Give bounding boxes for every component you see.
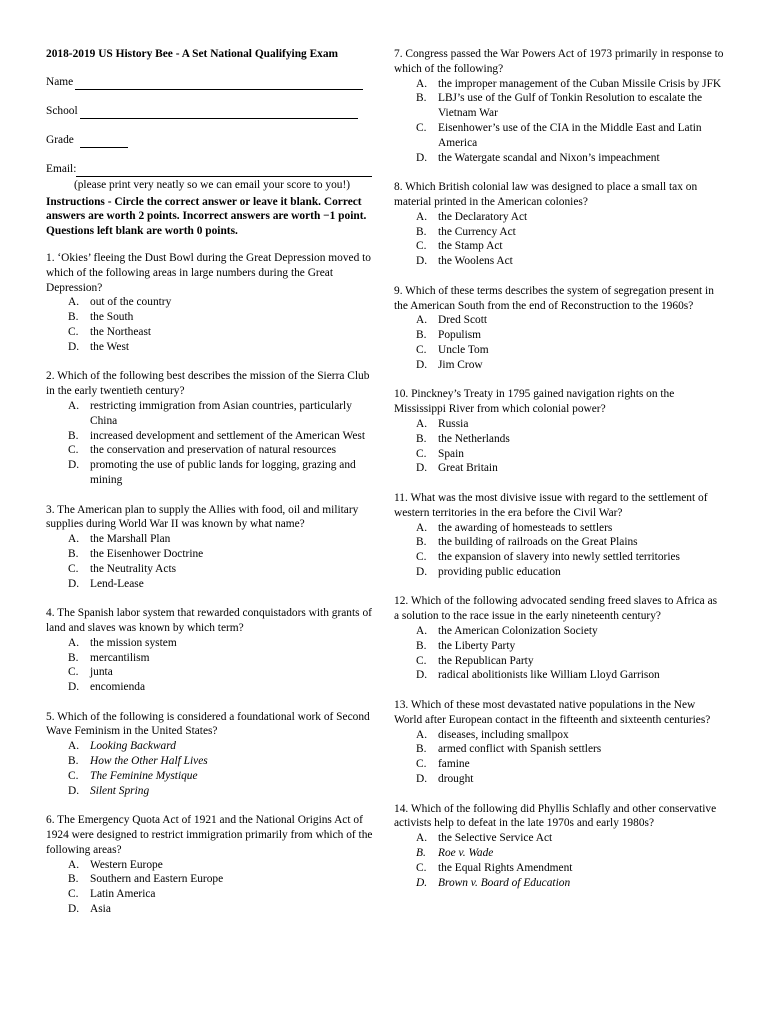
- answer-option[interactable]: [394, 91, 724, 121]
- email-note: (please print very neatly so we can email your score to you!): [73, 178, 351, 191]
- option-text: diseases, including smallpox: [438, 728, 569, 741]
- option-letter: C.: [416, 861, 427, 874]
- question-1: [46, 251, 378, 355]
- answer-option[interactable]: [46, 769, 378, 784]
- answer-option[interactable]: [394, 461, 724, 476]
- right-questions: [394, 47, 724, 890]
- option-text: the Currency Act: [438, 225, 516, 238]
- option-letter: C.: [416, 758, 427, 771]
- question-prompt: 1. ‘Okies’ fleeing the Dust Bowl during the Great Depression moved to which of the following areas in large numbers during the Great Depression?: [46, 251, 371, 294]
- answer-option[interactable]: [46, 458, 378, 488]
- option-letter: A.: [416, 210, 428, 223]
- answer-option[interactable]: [46, 636, 378, 651]
- option-text: Brown v. Board of Education: [438, 876, 571, 889]
- option-letter: C.: [68, 888, 79, 901]
- answer-option[interactable]: [394, 861, 724, 876]
- option-letter: A.: [68, 740, 80, 753]
- option-text: the Stamp Act: [438, 240, 503, 253]
- answer-option[interactable]: [46, 399, 378, 429]
- answer-option[interactable]: [394, 639, 724, 654]
- option-text: Jim Crow: [438, 358, 483, 371]
- exam-title: 2018-2019 US History Bee - A Set National Qualifying Exam: [46, 48, 339, 60]
- answer-option[interactable]: [46, 562, 378, 577]
- answer-option[interactable]: [394, 654, 724, 669]
- option-text: Latin America: [90, 888, 156, 901]
- option-text: LBJ’s use of the Gulf of Tonkin Resolution to escalate the Vietnam War: [438, 92, 703, 120]
- option-text: Looking Backward: [90, 740, 176, 753]
- question-10: [394, 387, 724, 476]
- option-text: Asia: [90, 903, 111, 916]
- answer-option[interactable]: [46, 340, 378, 355]
- option-letter: A.: [416, 77, 428, 90]
- option-letter: C.: [416, 343, 427, 356]
- option-letter: D.: [416, 876, 428, 889]
- option-letter: A.: [68, 636, 80, 649]
- option-text: the expansion of slavery into newly settled territories: [438, 551, 680, 564]
- answer-option[interactable]: [394, 121, 724, 151]
- answer-option[interactable]: [46, 784, 378, 799]
- option-text: the Watergate scandal and Nixon’s impeachment: [438, 151, 660, 164]
- option-text: promoting the use of public lands for logging, grazing and mining: [90, 459, 356, 486]
- option-letter: B.: [416, 432, 427, 445]
- answer-option[interactable]: [394, 432, 724, 447]
- school-field[interactable]: [46, 104, 378, 119]
- option-text: The Feminine Mystique: [90, 769, 198, 782]
- option-text: increased development and settlement of the American West: [90, 429, 365, 442]
- question-prompt: 11. What was the most divisive issue with regard to the settlement of western territories in the era before the Civil War?: [394, 491, 708, 519]
- option-text: radical abolitionists like William Lloyd Garrison: [438, 669, 660, 682]
- answer-option[interactable]: [394, 728, 724, 743]
- answer-option[interactable]: [394, 535, 724, 550]
- question-6: [46, 813, 378, 917]
- option-text: the Equal Rights Amendment: [438, 861, 573, 874]
- option-letter: A.: [416, 625, 428, 638]
- option-letter: A.: [416, 728, 428, 741]
- name-label: Name: [46, 76, 74, 88]
- option-text: providing public education: [438, 565, 561, 578]
- option-text: Russia: [438, 417, 469, 430]
- option-text: armed conflict with Spanish settlers: [438, 743, 602, 756]
- option-text: the West: [90, 340, 130, 353]
- instructions: Instructions - Circle the correct answer or leave it blank. Correct answers are worth 2 points. Incorrect answers are worth −1 point. Questions left blank are worth 0 points.: [46, 195, 367, 238]
- answer-option[interactable]: [394, 225, 724, 240]
- option-letter: B.: [68, 651, 79, 664]
- option-letter: C.: [68, 444, 79, 457]
- option-letter: B.: [416, 225, 427, 238]
- answer-option[interactable]: [394, 624, 724, 639]
- option-text: famine: [438, 758, 470, 771]
- option-letter: D.: [68, 340, 80, 353]
- option-text: Great Britain: [438, 462, 498, 475]
- answer-option[interactable]: [394, 772, 724, 787]
- question-prompt: 3. The American plan to supply the Allies with food, oil and military supplies during World War II was known by what name?: [46, 503, 359, 531]
- answer-option[interactable]: [394, 151, 724, 166]
- answer-option[interactable]: [46, 651, 378, 666]
- option-letter: C.: [68, 666, 79, 679]
- option-letter: D.: [416, 358, 428, 371]
- option-text: the building of railroads on the Great Plains: [438, 536, 638, 549]
- answer-option[interactable]: [394, 742, 724, 757]
- option-text: Eisenhower’s use of the CIA in the Middle East and Latin America: [438, 121, 702, 149]
- question-4: [46, 606, 378, 695]
- question-prompt: 7. Congress passed the War Powers Act of 1973 primarily in response to which of the following?: [394, 48, 724, 75]
- option-letter: D.: [68, 903, 80, 916]
- answer-option[interactable]: [394, 313, 724, 328]
- option-text: How the Other Half Lives: [90, 755, 208, 768]
- option-text: the Marshall Plan: [90, 533, 171, 546]
- option-letter: A.: [68, 858, 80, 871]
- question-2: [46, 369, 378, 487]
- option-text: the Woolens Act: [438, 255, 513, 268]
- answer-option[interactable]: [46, 872, 378, 887]
- question-11: [394, 491, 724, 580]
- option-letter: D.: [68, 681, 80, 694]
- option-letter: B.: [416, 92, 427, 105]
- question-prompt: 5. Which of the following is considered a foundational work of Second Wave Feminism in the United States?: [46, 710, 370, 738]
- option-letter: C.: [68, 325, 79, 338]
- option-letter: D.: [416, 255, 428, 268]
- option-text: Lend-Lease: [90, 577, 144, 590]
- option-letter: D.: [416, 773, 428, 786]
- option-letter: A.: [416, 832, 428, 845]
- answer-option[interactable]: [394, 239, 724, 254]
- option-text: Roe v. Wade: [438, 847, 494, 860]
- option-text: Populism: [438, 329, 482, 342]
- option-letter: D.: [416, 462, 428, 475]
- option-letter: B.: [68, 873, 79, 886]
- option-text: the Netherlands: [438, 432, 510, 445]
- option-text: Spain: [438, 447, 464, 460]
- answer-option[interactable]: [394, 210, 724, 225]
- question-7: [394, 47, 724, 165]
- option-letter: A.: [68, 296, 80, 309]
- question-5: [46, 710, 378, 799]
- option-letter: C.: [68, 562, 79, 575]
- option-letter: D.: [68, 577, 80, 590]
- option-text: encomienda: [90, 681, 146, 694]
- question-12: [394, 594, 724, 683]
- left-questions: [46, 251, 378, 917]
- question-14: [394, 802, 724, 891]
- option-letter: D.: [68, 459, 80, 472]
- answer-option[interactable]: [46, 532, 378, 547]
- school-line[interactable]: [80, 106, 358, 119]
- option-letter: B.: [416, 639, 427, 652]
- answer-option[interactable]: [46, 295, 378, 310]
- option-text: drought: [438, 773, 474, 786]
- answer-option[interactable]: [394, 831, 724, 846]
- answer-option[interactable]: [46, 429, 378, 444]
- answer-option[interactable]: [394, 343, 724, 358]
- answer-option[interactable]: [394, 565, 724, 580]
- email-field[interactable]: [46, 162, 378, 177]
- question-prompt: 9. Which of these terms describes the system of segregation present in the American South from the end of Reconstruction to the 1960s?: [394, 284, 714, 312]
- name-line[interactable]: [75, 77, 363, 90]
- answer-option[interactable]: [394, 77, 724, 92]
- option-text: out of the country: [90, 296, 172, 309]
- question-13: [394, 698, 724, 787]
- answer-option[interactable]: [46, 443, 378, 458]
- answer-option[interactable]: [394, 417, 724, 432]
- option-letter: A.: [68, 399, 80, 412]
- option-letter: B.: [416, 329, 427, 342]
- answer-option[interactable]: [394, 757, 724, 772]
- option-letter: D.: [416, 565, 428, 578]
- option-letter: C.: [68, 769, 79, 782]
- answer-option[interactable]: [46, 902, 378, 917]
- name-field[interactable]: [46, 75, 378, 90]
- question-9: [394, 284, 724, 373]
- email-line[interactable]: [76, 164, 372, 177]
- option-letter: C.: [416, 551, 427, 564]
- answer-option[interactable]: [46, 665, 378, 680]
- right-column: [394, 47, 724, 905]
- option-letter: A.: [416, 314, 428, 327]
- answer-option[interactable]: [394, 358, 724, 373]
- option-letter: B.: [416, 536, 427, 549]
- option-text: the awarding of homesteads to settlers: [438, 521, 613, 534]
- option-text: Silent Spring: [90, 784, 150, 797]
- answer-option[interactable]: [46, 310, 378, 325]
- answer-option[interactable]: [394, 668, 724, 683]
- question-8: [394, 180, 724, 269]
- option-text: the Selective Service Act: [438, 832, 553, 845]
- option-letter: C.: [416, 121, 427, 134]
- option-text: the mission system: [90, 636, 177, 649]
- option-text: Dred Scott: [438, 314, 488, 327]
- answer-option[interactable]: [46, 680, 378, 695]
- email-label: Email:: [46, 163, 77, 175]
- answer-option[interactable]: [394, 447, 724, 462]
- answer-option[interactable]: [394, 328, 724, 343]
- question-prompt: 13. Which of these most devastated native populations in the New World after European contact in the fifteenth and sixteenth centuries?: [394, 699, 711, 726]
- option-letter: B.: [416, 847, 426, 860]
- answer-option[interactable]: [394, 254, 724, 269]
- option-text: the conservation and preservation of natural resources: [90, 444, 337, 457]
- question-prompt: 10. Pinckney’s Treaty in 1795 gained navigation rights on the Mississippi River from which colonial power?: [394, 388, 675, 416]
- answer-option[interactable]: [46, 858, 378, 873]
- option-letter: D.: [416, 151, 428, 164]
- left-column: [46, 47, 378, 932]
- option-text: mercantilism: [90, 651, 150, 664]
- answer-option[interactable]: [46, 887, 378, 902]
- question-prompt: 12. Which of the following advocated sending freed slaves to Africa as a solution to the race issue in the early nineteenth century?: [394, 595, 718, 623]
- option-text: the Declaratory Act: [438, 210, 528, 223]
- option-letter: B.: [68, 547, 79, 560]
- school-label: School: [46, 105, 78, 117]
- question-prompt: 4. The Spanish labor system that rewarded conquistadors with grants of land and slaves was known by which term?: [46, 607, 372, 634]
- option-letter: A.: [416, 417, 428, 430]
- option-text: the Northeast: [90, 325, 152, 338]
- answer-option[interactable]: [46, 739, 378, 754]
- option-text: Western Europe: [90, 858, 163, 871]
- option-letter: D.: [68, 784, 80, 797]
- question-prompt: 6. The Emergency Quota Act of 1921 and the National Origins Act of 1924 were designed to restrict immigration primarily from which of the following areas?: [46, 814, 373, 856]
- option-text: Uncle Tom: [438, 343, 489, 356]
- option-text: the American Colonization Society: [438, 625, 598, 638]
- answer-option[interactable]: [394, 550, 724, 565]
- option-letter: A.: [416, 521, 428, 534]
- option-text: the Liberty Party: [438, 639, 516, 652]
- option-letter: B.: [68, 755, 79, 768]
- option-letter: A.: [68, 533, 80, 546]
- option-letter: B.: [68, 311, 79, 324]
- answer-option[interactable]: [394, 846, 724, 861]
- question-3: [46, 503, 378, 592]
- option-letter: B.: [68, 429, 79, 442]
- option-letter: C.: [416, 654, 427, 667]
- grade-line[interactable]: [80, 135, 128, 148]
- option-letter: B.: [416, 743, 427, 756]
- option-text: restricting immigration from Asian countries, particularly China: [90, 399, 352, 427]
- answer-option[interactable]: [46, 754, 378, 769]
- grade-label: Grade: [46, 134, 74, 146]
- answer-option[interactable]: [46, 325, 378, 340]
- option-letter: C.: [416, 240, 427, 253]
- option-text: the South: [90, 311, 134, 324]
- answer-option[interactable]: [394, 876, 724, 891]
- grade-field[interactable]: [46, 133, 378, 148]
- question-prompt: 2. Which of the following best describes the mission of the Sierra Club in the early twentieth century?: [46, 370, 370, 398]
- option-letter: C.: [416, 447, 427, 460]
- answer-option[interactable]: [46, 547, 378, 562]
- question-prompt: 8. Which British colonial law was designed to place a small tax on material printed in the American colonies?: [394, 181, 698, 208]
- answer-option[interactable]: [46, 577, 378, 592]
- option-letter: D.: [416, 669, 428, 682]
- answer-option[interactable]: [394, 521, 724, 536]
- option-text: junta: [90, 666, 113, 679]
- option-text: the improper management of the Cuban Missile Crisis by JFK: [438, 77, 722, 90]
- question-prompt: 14. Which of the following did Phyllis Schlafly and other conservative activists help to defeat in the late 1970s and early 1980s?: [394, 802, 717, 830]
- option-text: Southern and Eastern Europe: [90, 873, 224, 886]
- option-text: the Republican Party: [438, 654, 534, 667]
- option-text: the Neutrality Acts: [90, 562, 177, 575]
- option-text: the Eisenhower Doctrine: [90, 547, 204, 560]
